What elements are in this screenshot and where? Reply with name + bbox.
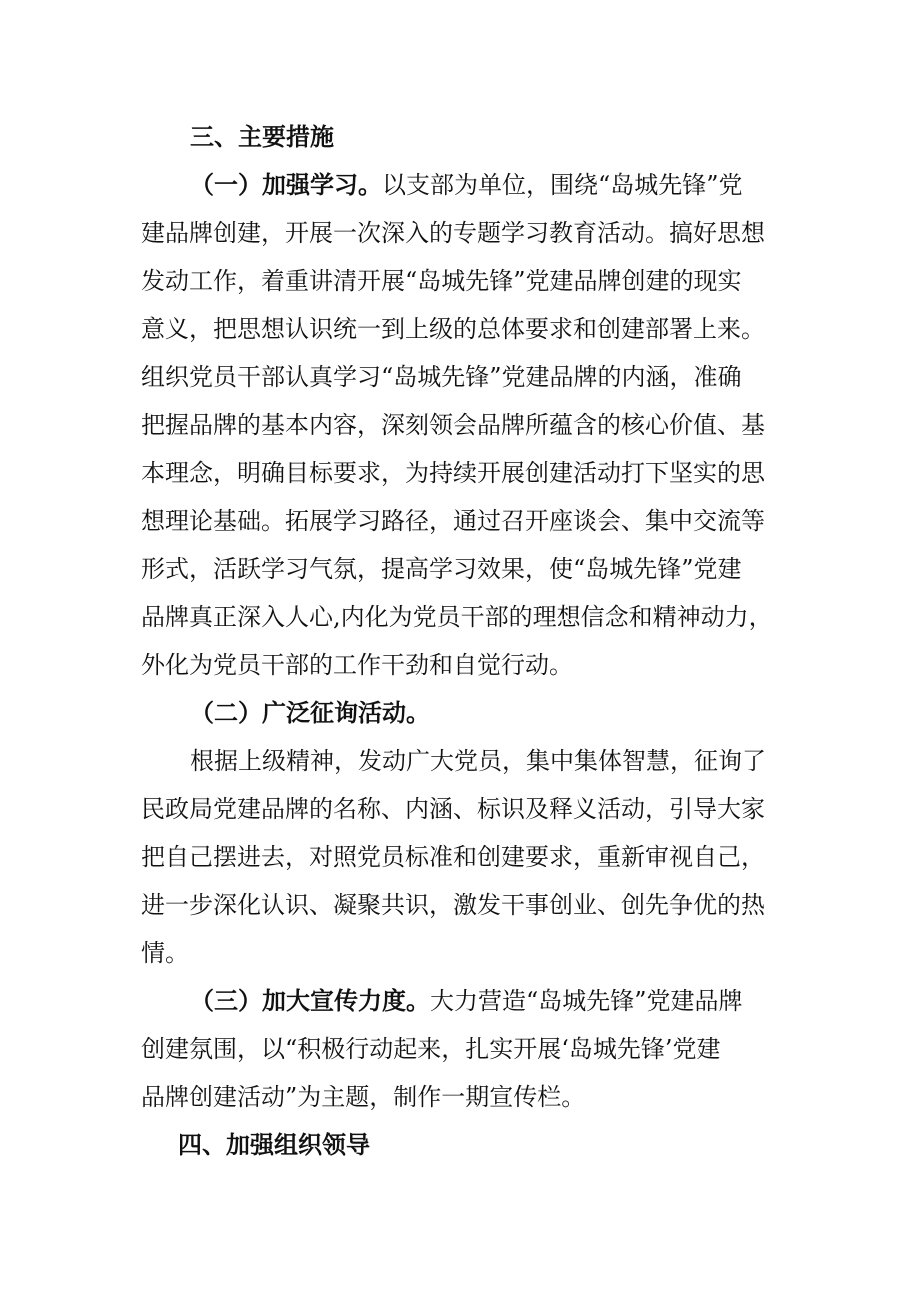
paragraph-line: 品牌创建活动”为主题，制作一期宣传栏。 <box>141 1083 586 1111</box>
paragraph-line: 根据上级精神，发动广大党员，集中集体智慧，征询了 <box>190 747 766 775</box>
paragraph-line: 本理念，明确目标要求，为持续开展创建活动打下坚实的思 <box>141 459 765 487</box>
paragraph-line: 创建氛围，以“积极行动起来，扎实开展‘岛城先锋’党建 <box>141 1035 721 1063</box>
paragraph-line <box>190 985 743 1017</box>
item-label-publicity: （三）加大宣传力度。 <box>190 987 430 1015</box>
paragraph-line: 品牌真正深入人心,内化为党员干部的理想信念和精神动力， <box>141 603 773 631</box>
paragraph-text: 大力营造“岛城先锋”党建品牌 <box>430 987 743 1015</box>
paragraph-line: 进一步深化认识、凝聚共识，激发干事创业、创先争优的热 <box>141 891 765 919</box>
item-label-consultation: （二）广泛征询活动。 <box>190 699 430 727</box>
paragraph-line: 组织党员干部认真学习“岛城先锋”党建品牌的内涵，准确 <box>141 363 742 391</box>
paragraph-line: 外化为党员干部的工作干劲和自觉行动。 <box>141 651 573 679</box>
section-heading-organization: 四、加强组织领导 <box>178 1131 370 1159</box>
paragraph-line: 建品牌创建，开展一次深入的专题学习教育活动。搞好思想 <box>141 219 765 247</box>
paragraph-line: 民政局党建品牌的名称、内涵、标识及释义活动，引导大家 <box>141 795 765 823</box>
paragraph-line: 形式，活跃学习气氛，提高学习效果，使“岛城先锋”党建 <box>141 555 742 583</box>
paragraph-text: 以支部为单位，围绕“岛城先锋”党 <box>382 171 743 199</box>
paragraph-line <box>190 169 743 201</box>
paragraph-line: 把自己摆进去，对照党员标准和创建要求，重新审视自己， <box>141 843 765 871</box>
paragraph-line: 情。 <box>141 939 189 967</box>
paragraph-line: 发动工作，着重讲清开展“岛城先锋”党建品牌创建的现实 <box>141 267 742 295</box>
paragraph-line: 把握品牌的基本内容，深刻领会品牌所蕴含的核心价值、基 <box>141 411 765 439</box>
item-label-study: （一）加强学习。 <box>190 171 382 199</box>
paragraph-line: 意义，把思想认识统一到上级的总体要求和创建部署上来。 <box>141 315 765 343</box>
section-heading-main-measures: 三、主要措施 <box>190 123 334 151</box>
paragraph-line: 想理论基础。拓展学习路径，通过召开座谈会、集中交流等 <box>141 507 765 535</box>
